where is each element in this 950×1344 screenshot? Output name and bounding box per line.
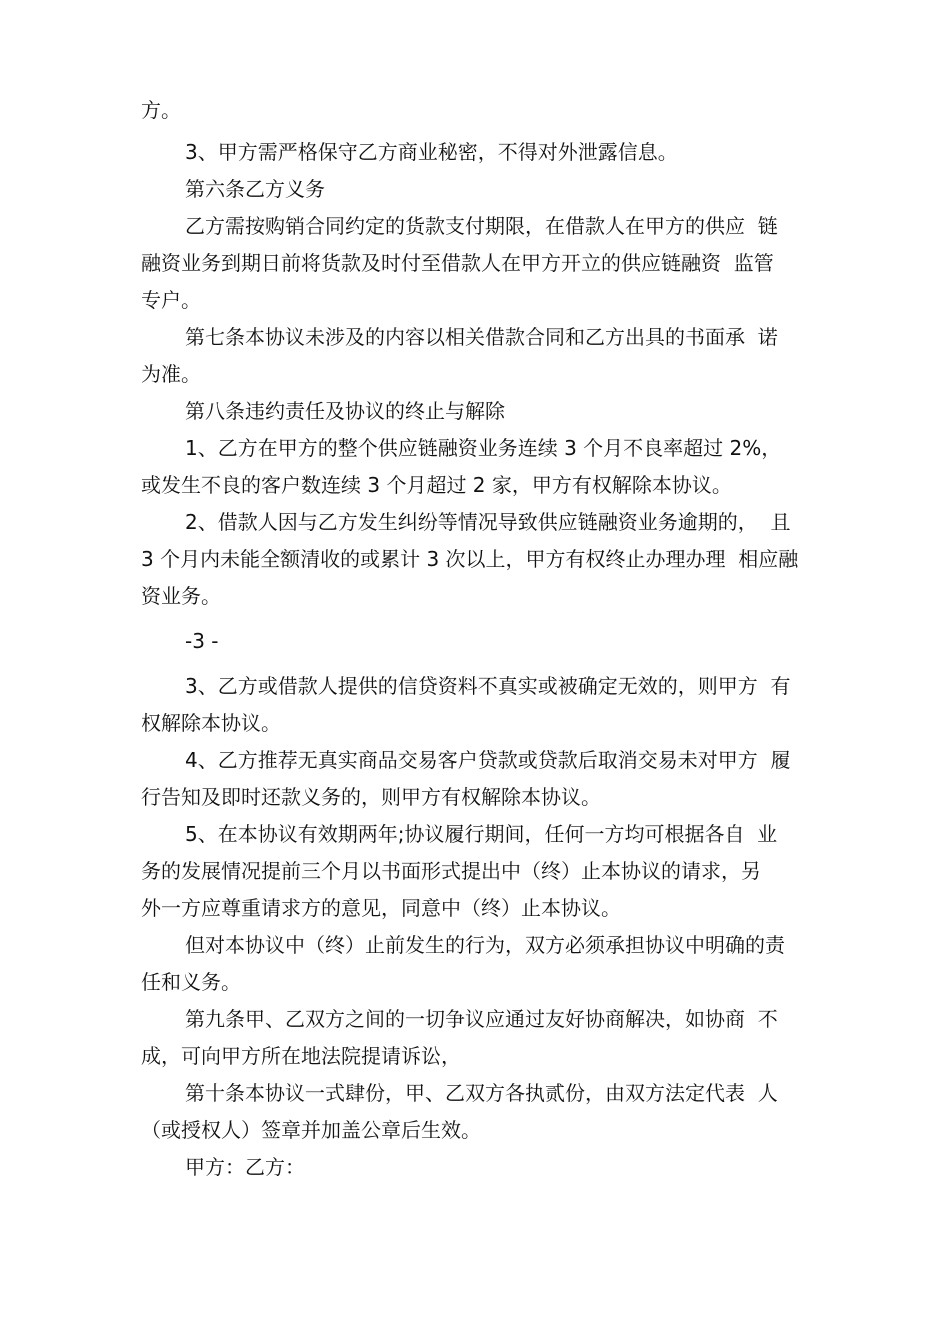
text-line: 4、乙方推荐无真实商品交易客户贷款或贷款后取消交易未对甲方 履 (185, 748, 791, 772)
text-line: 务的发展情况提前三个月以书面形式提出中（终）止本协议的请求，另 (141, 859, 761, 883)
text-line: 1、乙方在甲方的整个供应链融资业务连续 3 个月不良率超过 2%， (185, 436, 782, 460)
text-line: 但对本协议中（终）止前发生的行为，双方必须承担协议中明确的责 (185, 933, 785, 957)
page-number: -3 - (185, 629, 219, 653)
text-line: 5、在本协议有效期两年;协议履行期间，任何一方均可根据各自 业 (185, 822, 778, 846)
document-body (141, 92, 831, 1186)
text-line: 3、甲方需严格保守乙方商业秘密，不得对外泄露信息。 (185, 140, 678, 164)
text-line: 权解除本协议。 (141, 711, 281, 735)
text-line: 2、借款人因与乙方发生纠纷等情况导致供应链融资业务逾期的， 且 (185, 510, 791, 534)
text-line: 乙方需按购销合同约定的货款支付期限，在借款人在甲方的供应 链 (185, 214, 778, 238)
text-line: 成，可向甲方所在地法院提请诉讼， (141, 1044, 461, 1068)
text-line: 第九条甲、乙双方之间的一切争议应通过友好协商解决，如协商 不 (185, 1007, 778, 1031)
text-line: 外一方应尊重请求方的意见，同意中（终）止本协议。 (141, 896, 621, 920)
text-line: 第十条本协议一式肆份，甲、乙双方各执贰份，由双方法定代表 人 (185, 1081, 778, 1105)
signature-line: 甲方：乙方： (185, 1155, 305, 1179)
text-line: 3 个月内未能全额清收的或累计 3 次以上，甲方有权终止办理办理 相应融 (141, 547, 799, 571)
text-line: 专户。 (141, 288, 201, 312)
text-line: 或发生不良的客户数连续 3 个月超过 2 家，甲方有权解除本协议。 (141, 473, 732, 497)
text-line: 任和义务。 (141, 970, 241, 994)
text-line: （或授权人）签章并加盖公章后生效。 (141, 1118, 481, 1142)
text-line: 为准。 (141, 362, 201, 386)
article-heading: 第八条违约责任及协议的终止与解除 (185, 399, 505, 423)
text-line: 方。 (141, 98, 181, 122)
text-line: 第七条本协议未涉及的内容以相关借款合同和乙方出具的书面承 诺 (185, 325, 778, 349)
text-line: 行告知及即时还款义务的，则甲方有权解除本协议。 (141, 785, 601, 809)
text-line: 融资业务到期日前将货款及时付至借款人在甲方开立的供应链融资 监管 (141, 251, 774, 275)
text-line: 资业务。 (141, 584, 221, 608)
text-line: 3、乙方或借款人提供的信贷资料不真实或被确定无效的，则甲方 有 (185, 674, 791, 698)
article-heading: 第六条乙方义务 (185, 177, 325, 201)
